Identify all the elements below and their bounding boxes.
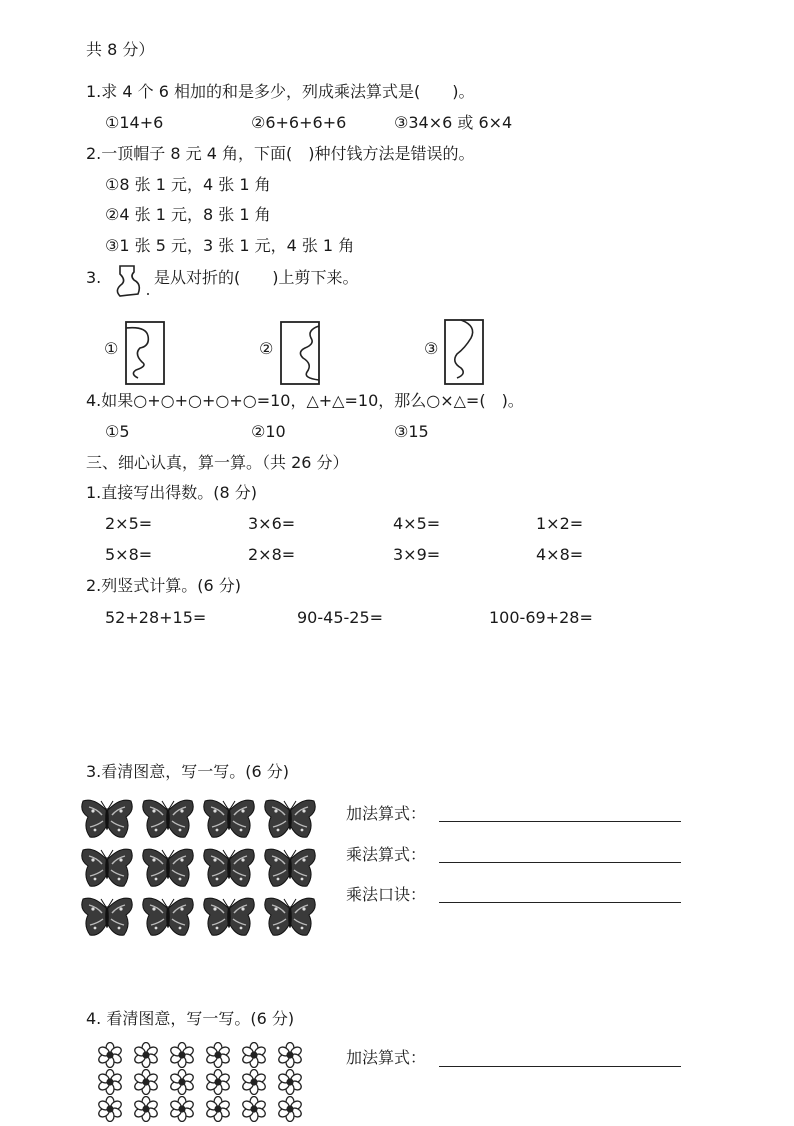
calc-item: 1×2= xyxy=(536,514,584,533)
flower-icon xyxy=(277,1069,313,1096)
flower-icon xyxy=(205,1069,241,1096)
q3-field-label: 乘法算式： xyxy=(346,845,427,864)
butterfly-icon xyxy=(141,895,202,944)
q2-stem: 2.一顶帽子 8 元 4 角，下面( )种付钱方法是错误的。 xyxy=(86,144,475,163)
q2-option-2: ②4 张 1 元，8 张 1 角 xyxy=(105,205,271,224)
flower-icon xyxy=(241,1069,277,1096)
vertical-calc-item: 100-69+28= xyxy=(489,608,593,627)
calc-item: 2×5= xyxy=(105,514,153,533)
q3-number: 3. xyxy=(86,268,102,287)
calc-item: 3×6= xyxy=(248,514,296,533)
flower-icon xyxy=(205,1042,241,1069)
s3-q4-title: 4. 看清图意，写一写。(6 分) xyxy=(86,1009,295,1028)
q3-label-2: ② xyxy=(259,339,274,358)
butterfly-icon xyxy=(263,846,324,895)
butterfly-icon xyxy=(80,797,141,846)
flower-icon xyxy=(169,1042,205,1069)
q1-stem: 1.求 4 个 6 相加的和是多少，列成乘法算式是( )。 xyxy=(86,82,475,101)
q2-option-3: ③1 张 5 元，3 张 1 元，4 张 1 角 xyxy=(105,236,355,255)
q3-label-1: ① xyxy=(104,339,119,358)
flower-icon xyxy=(97,1096,133,1123)
flower-icon xyxy=(277,1096,313,1123)
flower-icon xyxy=(133,1042,169,1069)
flower-icon xyxy=(277,1042,313,1069)
butterfly-icon xyxy=(202,895,263,944)
q1-option-1: ①14+6 xyxy=(105,113,164,132)
header-text: 共 8 分） xyxy=(86,40,155,59)
calc-item: 5×8= xyxy=(105,545,153,564)
butterfly-icon xyxy=(80,846,141,895)
butterfly-icon xyxy=(202,846,263,895)
q3-field-label: 加法算式： xyxy=(346,804,427,823)
q3-label-3: ③ xyxy=(424,339,439,358)
q4-option-2: ②10 xyxy=(251,422,286,441)
answer-line[interactable] xyxy=(439,1066,681,1067)
butterfly-icon xyxy=(202,797,263,846)
flower-icon xyxy=(241,1096,277,1123)
s3-q1-title: 1.直接写出得数。(8 分) xyxy=(86,483,258,502)
q1-option-2: ②6+6+6+6 xyxy=(251,113,347,132)
q3-stem: 是从对折的( )上剪下来。 xyxy=(154,268,359,287)
calc-item: 2×8= xyxy=(248,545,296,564)
vertical-calc-item: 52+28+15= xyxy=(105,608,207,627)
answer-line[interactable] xyxy=(439,862,681,863)
calc-item: 4×5= xyxy=(393,514,441,533)
answer-line[interactable] xyxy=(439,821,681,822)
butterfly-icon xyxy=(263,797,324,846)
flower-icon xyxy=(97,1069,133,1096)
s3-q3-title: 3.看清图意，写一写。(6 分) xyxy=(86,762,290,781)
flower-icon xyxy=(169,1096,205,1123)
butterfly-icon xyxy=(80,895,141,944)
answer-line[interactable] xyxy=(439,902,681,903)
q3-field-label: 乘法口诀： xyxy=(346,885,427,904)
flower-icon xyxy=(205,1096,241,1123)
flower-picture xyxy=(97,1042,313,1123)
q4-stem: 4.如果○+○+○+○+○=10，△+△=10，那么○×△=( )。 xyxy=(86,391,524,410)
flower-icon xyxy=(169,1069,205,1096)
butterfly-picture xyxy=(80,797,324,944)
vertical-calc-item: 90-45-25= xyxy=(297,608,384,627)
flower-icon xyxy=(97,1042,133,1069)
section-3-title: 三、细心认真，算一算。（共 26 分） xyxy=(86,453,349,472)
flower-icon xyxy=(241,1042,277,1069)
butterfly-icon xyxy=(141,797,202,846)
flower-icon xyxy=(133,1069,169,1096)
s3-q2-title: 2.列竖式计算。(6 分) xyxy=(86,576,242,595)
vase-shape-icon xyxy=(108,262,152,304)
folded-paper-2-icon xyxy=(279,320,321,386)
calc-item: 4×8= xyxy=(536,545,584,564)
flower-icon xyxy=(133,1096,169,1123)
q4-option-3: ③15 xyxy=(394,422,429,441)
q4-option-1: ①5 xyxy=(105,422,130,441)
q1-option-3: ③34×6 或 6×4 xyxy=(394,113,513,132)
butterfly-icon xyxy=(141,846,202,895)
folded-paper-1-icon xyxy=(124,320,166,386)
calc-item: 3×9= xyxy=(393,545,441,564)
q2-option-1: ①8 张 1 元，4 张 1 角 xyxy=(105,175,271,194)
butterfly-icon xyxy=(263,895,324,944)
folded-paper-3-icon xyxy=(443,318,485,386)
q4-field-label: 加法算式： xyxy=(346,1048,427,1067)
